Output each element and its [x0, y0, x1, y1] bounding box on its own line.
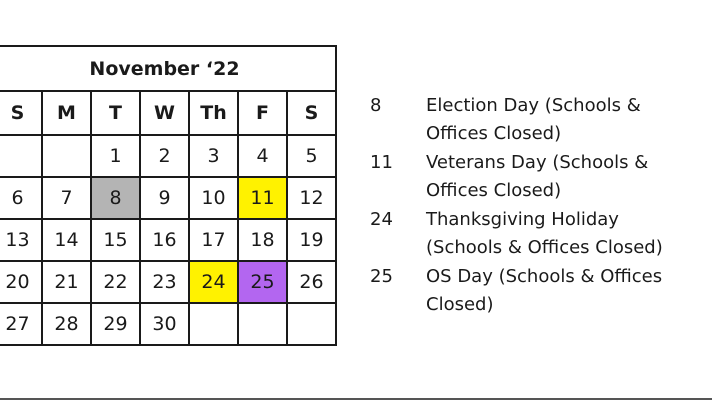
day-cell: 9	[140, 177, 189, 219]
day-cell: 10	[189, 177, 238, 219]
day-cell: 2	[140, 135, 189, 177]
day-cell: 19	[287, 219, 336, 261]
day-cell	[0, 135, 42, 177]
weekday-header-row	[0, 91, 336, 135]
day-cell: 14	[42, 219, 91, 261]
day-cell: 26	[287, 261, 336, 303]
weekday-friday: F	[238, 91, 287, 135]
day-cell: 18	[238, 219, 287, 261]
day-cell: 15	[91, 219, 140, 261]
event-day-number: 25	[370, 266, 393, 287]
list-item	[370, 206, 712, 262]
day-cell: 28	[42, 303, 91, 345]
day-cell	[42, 135, 91, 177]
day-cell	[238, 303, 287, 345]
list-item	[370, 92, 712, 148]
weekday-tuesday: T	[91, 91, 140, 135]
calendar-month-title: November ‘22	[0, 46, 336, 91]
event-description: OS Day (Schools & Offices Closed)	[426, 266, 663, 315]
day-cell	[189, 303, 238, 345]
week-row	[0, 261, 336, 303]
calendar-table	[0, 45, 337, 346]
day-cell: 20	[0, 261, 42, 303]
day-cell-thanksgiving: 24	[189, 261, 238, 303]
day-cell: 16	[140, 219, 189, 261]
day-cell: 5	[287, 135, 336, 177]
event-day-number: 11	[370, 152, 393, 173]
day-cell: 6	[0, 177, 42, 219]
event-description: Veterans Day (Schools & Offices Closed)	[426, 152, 649, 201]
weekday-sunday: S	[0, 91, 42, 135]
event-day-number: 24	[370, 209, 393, 230]
event-description: Thanksgiving Holiday (Schools & Offices Closed)	[426, 209, 663, 258]
bottom-divider	[0, 398, 712, 400]
day-cell-veterans-day: 11	[238, 177, 287, 219]
day-cell: 7	[42, 177, 91, 219]
day-cell	[287, 303, 336, 345]
week-row	[0, 177, 336, 219]
weekday-thursday: Th	[189, 91, 238, 135]
holiday-list	[370, 92, 712, 320]
weekday-wednesday: W	[140, 91, 189, 135]
day-cell: 29	[91, 303, 140, 345]
day-cell: 23	[140, 261, 189, 303]
event-description: Election Day (Schools & Offices Closed)	[426, 95, 641, 144]
event-day-number: 8	[370, 95, 382, 116]
day-cell: 30	[140, 303, 189, 345]
day-cell: 27	[0, 303, 42, 345]
list-item	[370, 263, 712, 319]
week-row	[0, 219, 336, 261]
weekday-saturday: S	[287, 91, 336, 135]
day-cell: 21	[42, 261, 91, 303]
day-cell: 4	[238, 135, 287, 177]
day-cell: 12	[287, 177, 336, 219]
weekday-monday: M	[42, 91, 91, 135]
day-cell: 1	[91, 135, 140, 177]
week-row	[0, 135, 336, 177]
day-cell-os-day: 25	[238, 261, 287, 303]
day-cell-election-day: 8	[91, 177, 140, 219]
day-cell: 22	[91, 261, 140, 303]
day-cell: 3	[189, 135, 238, 177]
list-item	[370, 149, 712, 205]
week-row	[0, 303, 336, 345]
day-cell: 17	[189, 219, 238, 261]
day-cell: 13	[0, 219, 42, 261]
